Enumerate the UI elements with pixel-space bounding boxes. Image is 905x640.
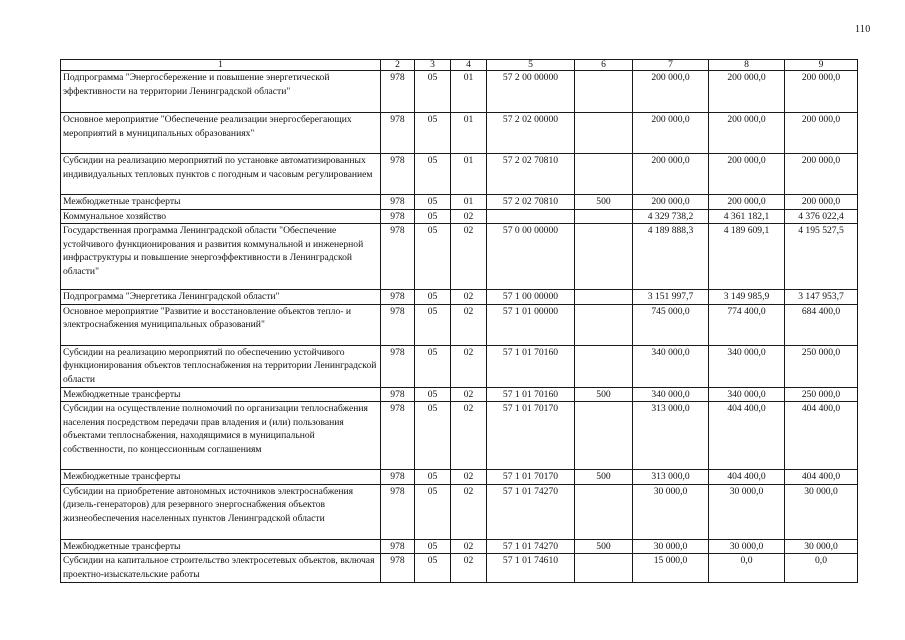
code-section: 05	[415, 554, 451, 582]
value-year1: 340 000,0	[633, 345, 709, 387]
value-year1: 745 000,0	[633, 304, 709, 345]
code-expense-type: 500	[575, 195, 633, 210]
code-section: 05	[415, 195, 451, 210]
value-year3: 200 000,0	[785, 71, 858, 113]
code-ministry: 978	[381, 113, 415, 154]
table-row	[61, 402, 858, 470]
value-year1: 30 000,0	[633, 484, 709, 539]
value-year1: 313 000,0	[633, 470, 709, 485]
code-ministry: 978	[381, 470, 415, 485]
code-expense-type: 500	[575, 387, 633, 402]
code-expense-type	[575, 290, 633, 305]
value-year1: 15 000,0	[633, 554, 709, 582]
row-name: Субсидии на капитальное строительство электросетевых объектов, включая проектно-изыскательские работы	[61, 554, 381, 582]
code-ministry: 978	[381, 387, 415, 402]
value-year3: 684 400,0	[785, 304, 858, 345]
table-row	[61, 484, 858, 539]
value-year2: 340 000,0	[709, 345, 785, 387]
table-row	[61, 71, 858, 113]
row-name: Коммунальное хозяйство	[61, 209, 381, 224]
value-year2: 200 000,0	[709, 113, 785, 154]
code-subsection: 01	[451, 71, 487, 113]
code-expense-type	[575, 154, 633, 195]
value-year3: 0,0	[785, 554, 858, 582]
header-cell: 5	[487, 60, 575, 71]
row-name: Субсидии на реализацию мероприятий по обеспечению устойчивого функционирования объектов теплоснабжения на территории Ленинградской области	[61, 345, 381, 387]
value-year2: 774 400,0	[709, 304, 785, 345]
row-name: Субсидии на осуществление полномочий по организации теплоснабжения населения посредством передачи прав владения и (или) пользования объектами теплоснабжения, находящимися в муниципальной собственности, по концессионным соглашениям	[61, 402, 381, 470]
row-name: Субсидии на приобретение автономных источников электроснабжения (дизель-генераторов) для резервного энергоснабжения объектов жизнеобеспечения населенных пунктов Ленинградской области	[61, 484, 381, 539]
code-section: 05	[415, 224, 451, 290]
value-year3: 200 000,0	[785, 195, 858, 210]
value-year1: 200 000,0	[633, 195, 709, 210]
code-section: 05	[415, 484, 451, 539]
value-year2: 0,0	[709, 554, 785, 582]
table-row	[61, 209, 858, 224]
code-target: 57 2 02 70810	[487, 195, 575, 210]
code-subsection: 02	[451, 290, 487, 305]
code-section: 05	[415, 387, 451, 402]
table-row	[61, 387, 858, 402]
code-target: 57 1 01 74270	[487, 539, 575, 554]
code-target: 57 1 01 70170	[487, 402, 575, 470]
code-section: 05	[415, 71, 451, 113]
table-row	[61, 345, 858, 387]
code-subsection: 02	[451, 554, 487, 582]
code-ministry: 978	[381, 224, 415, 290]
value-year3: 30 000,0	[785, 484, 858, 539]
value-year1: 200 000,0	[633, 113, 709, 154]
value-year1: 3 151 997,7	[633, 290, 709, 305]
header-cell: 6	[575, 60, 633, 71]
value-year1: 4 329 738,2	[633, 209, 709, 224]
value-year1: 313 000,0	[633, 402, 709, 470]
code-target: 57 2 00 00000	[487, 71, 575, 113]
header-cell: 7	[633, 60, 709, 71]
value-year2: 340 000,0	[709, 387, 785, 402]
code-ministry: 978	[381, 195, 415, 210]
value-year3: 404 400,0	[785, 402, 858, 470]
code-target: 57 1 01 70170	[487, 470, 575, 485]
row-name: Основное мероприятие "Развитие и восстановление объектов тепло- и электроснабжения муниципальных образований"	[61, 304, 381, 345]
code-section: 05	[415, 290, 451, 305]
value-year1: 30 000,0	[633, 539, 709, 554]
value-year3: 250 000,0	[785, 387, 858, 402]
code-expense-type	[575, 484, 633, 539]
code-subsection: 01	[451, 154, 487, 195]
code-ministry: 978	[381, 484, 415, 539]
value-year2: 404 400,0	[709, 470, 785, 485]
code-expense-type	[575, 209, 633, 224]
row-name: Межбюджетные трансферты	[61, 195, 381, 210]
row-name: Подпрограмма "Энергетика Ленинградской области"	[61, 290, 381, 305]
code-expense-type	[575, 224, 633, 290]
header-cell: 1	[61, 60, 381, 71]
value-year3: 4 376 022,4	[785, 209, 858, 224]
code-expense-type	[575, 345, 633, 387]
page-number: 110	[855, 24, 871, 35]
code-subsection: 02	[451, 402, 487, 470]
value-year1: 200 000,0	[633, 71, 709, 113]
code-subsection: 02	[451, 539, 487, 554]
value-year2: 4 189 609,1	[709, 224, 785, 290]
code-expense-type	[575, 71, 633, 113]
table-row	[61, 195, 858, 210]
code-section: 05	[415, 209, 451, 224]
code-subsection: 02	[451, 304, 487, 345]
code-subsection: 02	[451, 387, 487, 402]
code-expense-type	[575, 304, 633, 345]
header-row	[61, 60, 858, 71]
row-name: Субсидии на реализацию мероприятий по установке автоматизированных индивидуальных тепловых пунктов с погодным и часовым регулированием	[61, 154, 381, 195]
header-cell: 4	[451, 60, 487, 71]
table-row	[61, 304, 858, 345]
header-cell: 9	[785, 60, 858, 71]
value-year1: 200 000,0	[633, 154, 709, 195]
code-target	[487, 209, 575, 224]
code-section: 05	[415, 470, 451, 485]
code-section: 05	[415, 539, 451, 554]
table-row	[61, 470, 858, 485]
code-target: 57 1 00 00000	[487, 290, 575, 305]
value-year2: 200 000,0	[709, 154, 785, 195]
value-year2: 30 000,0	[709, 539, 785, 554]
value-year3: 30 000,0	[785, 539, 858, 554]
code-ministry: 978	[381, 290, 415, 305]
code-subsection: 02	[451, 209, 487, 224]
table-row	[61, 224, 858, 290]
code-ministry: 978	[381, 71, 415, 113]
code-expense-type	[575, 113, 633, 154]
value-year1: 4 189 888,3	[633, 224, 709, 290]
value-year1: 340 000,0	[633, 387, 709, 402]
code-expense-type: 500	[575, 470, 633, 485]
code-section: 05	[415, 345, 451, 387]
row-name: Основное мероприятие "Обеспечение реализации энергосберегающих мероприятий в муниципальных образованиях"	[61, 113, 381, 154]
value-year3: 4 195 527,5	[785, 224, 858, 290]
row-name: Межбюджетные трансферты	[61, 539, 381, 554]
value-year2: 30 000,0	[709, 484, 785, 539]
code-target: 57 2 02 00000	[487, 113, 575, 154]
code-ministry: 978	[381, 554, 415, 582]
value-year3: 200 000,0	[785, 113, 858, 154]
code-ministry: 978	[381, 539, 415, 554]
code-section: 05	[415, 304, 451, 345]
value-year3: 200 000,0	[785, 154, 858, 195]
code-subsection: 01	[451, 195, 487, 210]
value-year3: 250 000,0	[785, 345, 858, 387]
code-target: 57 0 00 00000	[487, 224, 575, 290]
value-year2: 3 149 985,9	[709, 290, 785, 305]
code-expense-type	[575, 554, 633, 582]
table-row	[61, 539, 858, 554]
budget-table	[60, 59, 858, 583]
header-cell: 3	[415, 60, 451, 71]
row-name: Межбюджетные трансферты	[61, 387, 381, 402]
table-row	[61, 113, 858, 154]
value-year2: 200 000,0	[709, 71, 785, 113]
code-target: 57 1 01 00000	[487, 304, 575, 345]
code-subsection: 01	[451, 113, 487, 154]
code-section: 05	[415, 402, 451, 470]
header-cell: 8	[709, 60, 785, 71]
code-subsection: 02	[451, 470, 487, 485]
value-year3: 404 400,0	[785, 470, 858, 485]
code-ministry: 978	[381, 209, 415, 224]
code-ministry: 978	[381, 402, 415, 470]
value-year2: 404 400,0	[709, 402, 785, 470]
code-section: 05	[415, 113, 451, 154]
code-target: 57 2 02 70810	[487, 154, 575, 195]
row-name: Государственная программа Ленинградской области "Обеспечение устойчивого функционирования и развития коммунальной и инженерной инфраструктуры и повышение энергоэффективности в Ленинградской области"	[61, 224, 381, 290]
table-row	[61, 554, 858, 582]
code-ministry: 978	[381, 154, 415, 195]
code-target: 57 1 01 74610	[487, 554, 575, 582]
table-row	[61, 290, 858, 305]
header-cell: 2	[381, 60, 415, 71]
code-ministry: 978	[381, 345, 415, 387]
code-ministry: 978	[381, 304, 415, 345]
code-target: 57 1 01 70160	[487, 345, 575, 387]
code-target: 57 1 01 70160	[487, 387, 575, 402]
value-year3: 3 147 953,7	[785, 290, 858, 305]
code-subsection: 02	[451, 345, 487, 387]
code-expense-type	[575, 402, 633, 470]
value-year2: 4 361 182,1	[709, 209, 785, 224]
row-name: Подпрограмма "Энергосбережение и повышение энергетической эффективности на территории Ленинградской области"	[61, 71, 381, 113]
code-expense-type: 500	[575, 539, 633, 554]
code-subsection: 02	[451, 484, 487, 539]
code-section: 05	[415, 154, 451, 195]
row-name: Межбюджетные трансферты	[61, 470, 381, 485]
table-row	[61, 154, 858, 195]
code-target: 57 1 01 74270	[487, 484, 575, 539]
value-year2: 200 000,0	[709, 195, 785, 210]
code-subsection: 02	[451, 224, 487, 290]
